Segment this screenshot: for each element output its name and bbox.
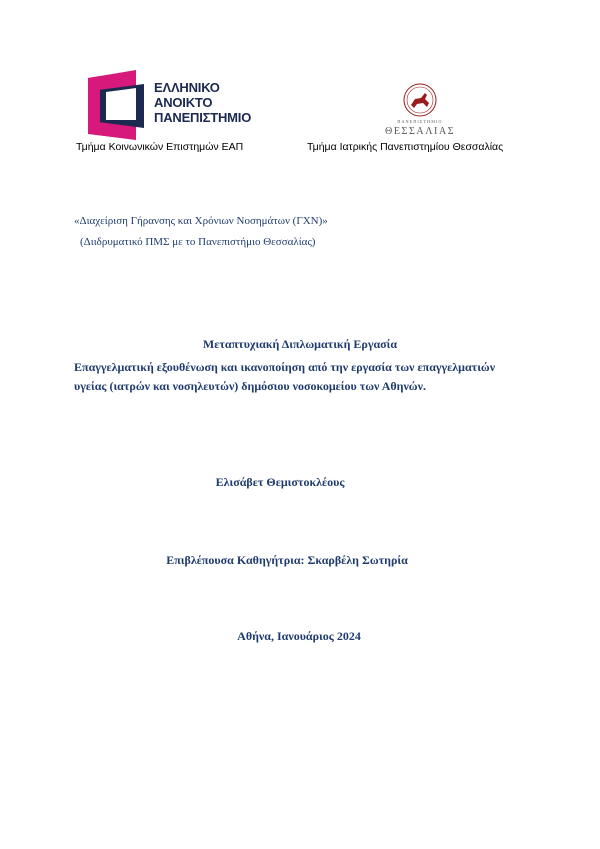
eap-logo-line2: ΑΝΟΙΚΤΟ — [154, 95, 213, 110]
thesis-title: Επαγγελματική εξουθένωση και ικανοποίηση από την εργασία των επαγγελματιών υγείας (ιατρών και νοσηλευτών) δημόσιου νοσοκομείου των Αθηνών. — [74, 360, 496, 393]
uth-centaur-seal-icon — [385, 83, 455, 119]
author-name: Ελισάβετ Θεμιστοκλέους — [215, 475, 345, 489]
eap-logo-line3: ΠΑΝΕΠΙΣΤΗΜΙΟ — [154, 110, 252, 125]
program-subtitle: (Διιδρυματικό ΠΜΣ με το Πανεπιστήμιο Θεσσαλίας) — [80, 236, 316, 248]
eap-logo-mark — [88, 70, 152, 140]
eap-logo-line1: ΕΛΛΗΝΙΚΟ — [154, 80, 220, 95]
department-eap: Τμήμα Κοινωνικών Επιστημών ΕΑΠ — [76, 141, 244, 153]
uth-logo-small-text: ΠΑΝΕΠΙΣΤΗΜΙΟ — [397, 119, 443, 124]
uth-logo-name: ΘΕΣΣΑΛΙΑΣ — [385, 126, 456, 137]
uth-logo — [385, 83, 455, 139]
supervisor: Επιβλέπουσα Καθηγήτρια: Σκαρβέλη Σωτηρία — [166, 553, 408, 567]
eap-logo — [88, 70, 266, 140]
program-name: «Διαχείριση Γήρανσης και Χρόνιων Νοσημάτων (ΓΧΝ)» — [74, 215, 328, 227]
date-place: Αθήνα, Ιανουάριος 2024 — [237, 629, 361, 643]
thesis-type: Μεταπτυχιακή Διπλωματική Εργασία — [202, 337, 398, 351]
department-uth: Τμήμα Ιατρικής Πανεπιστημίου Θεσσαλίας — [307, 141, 504, 153]
